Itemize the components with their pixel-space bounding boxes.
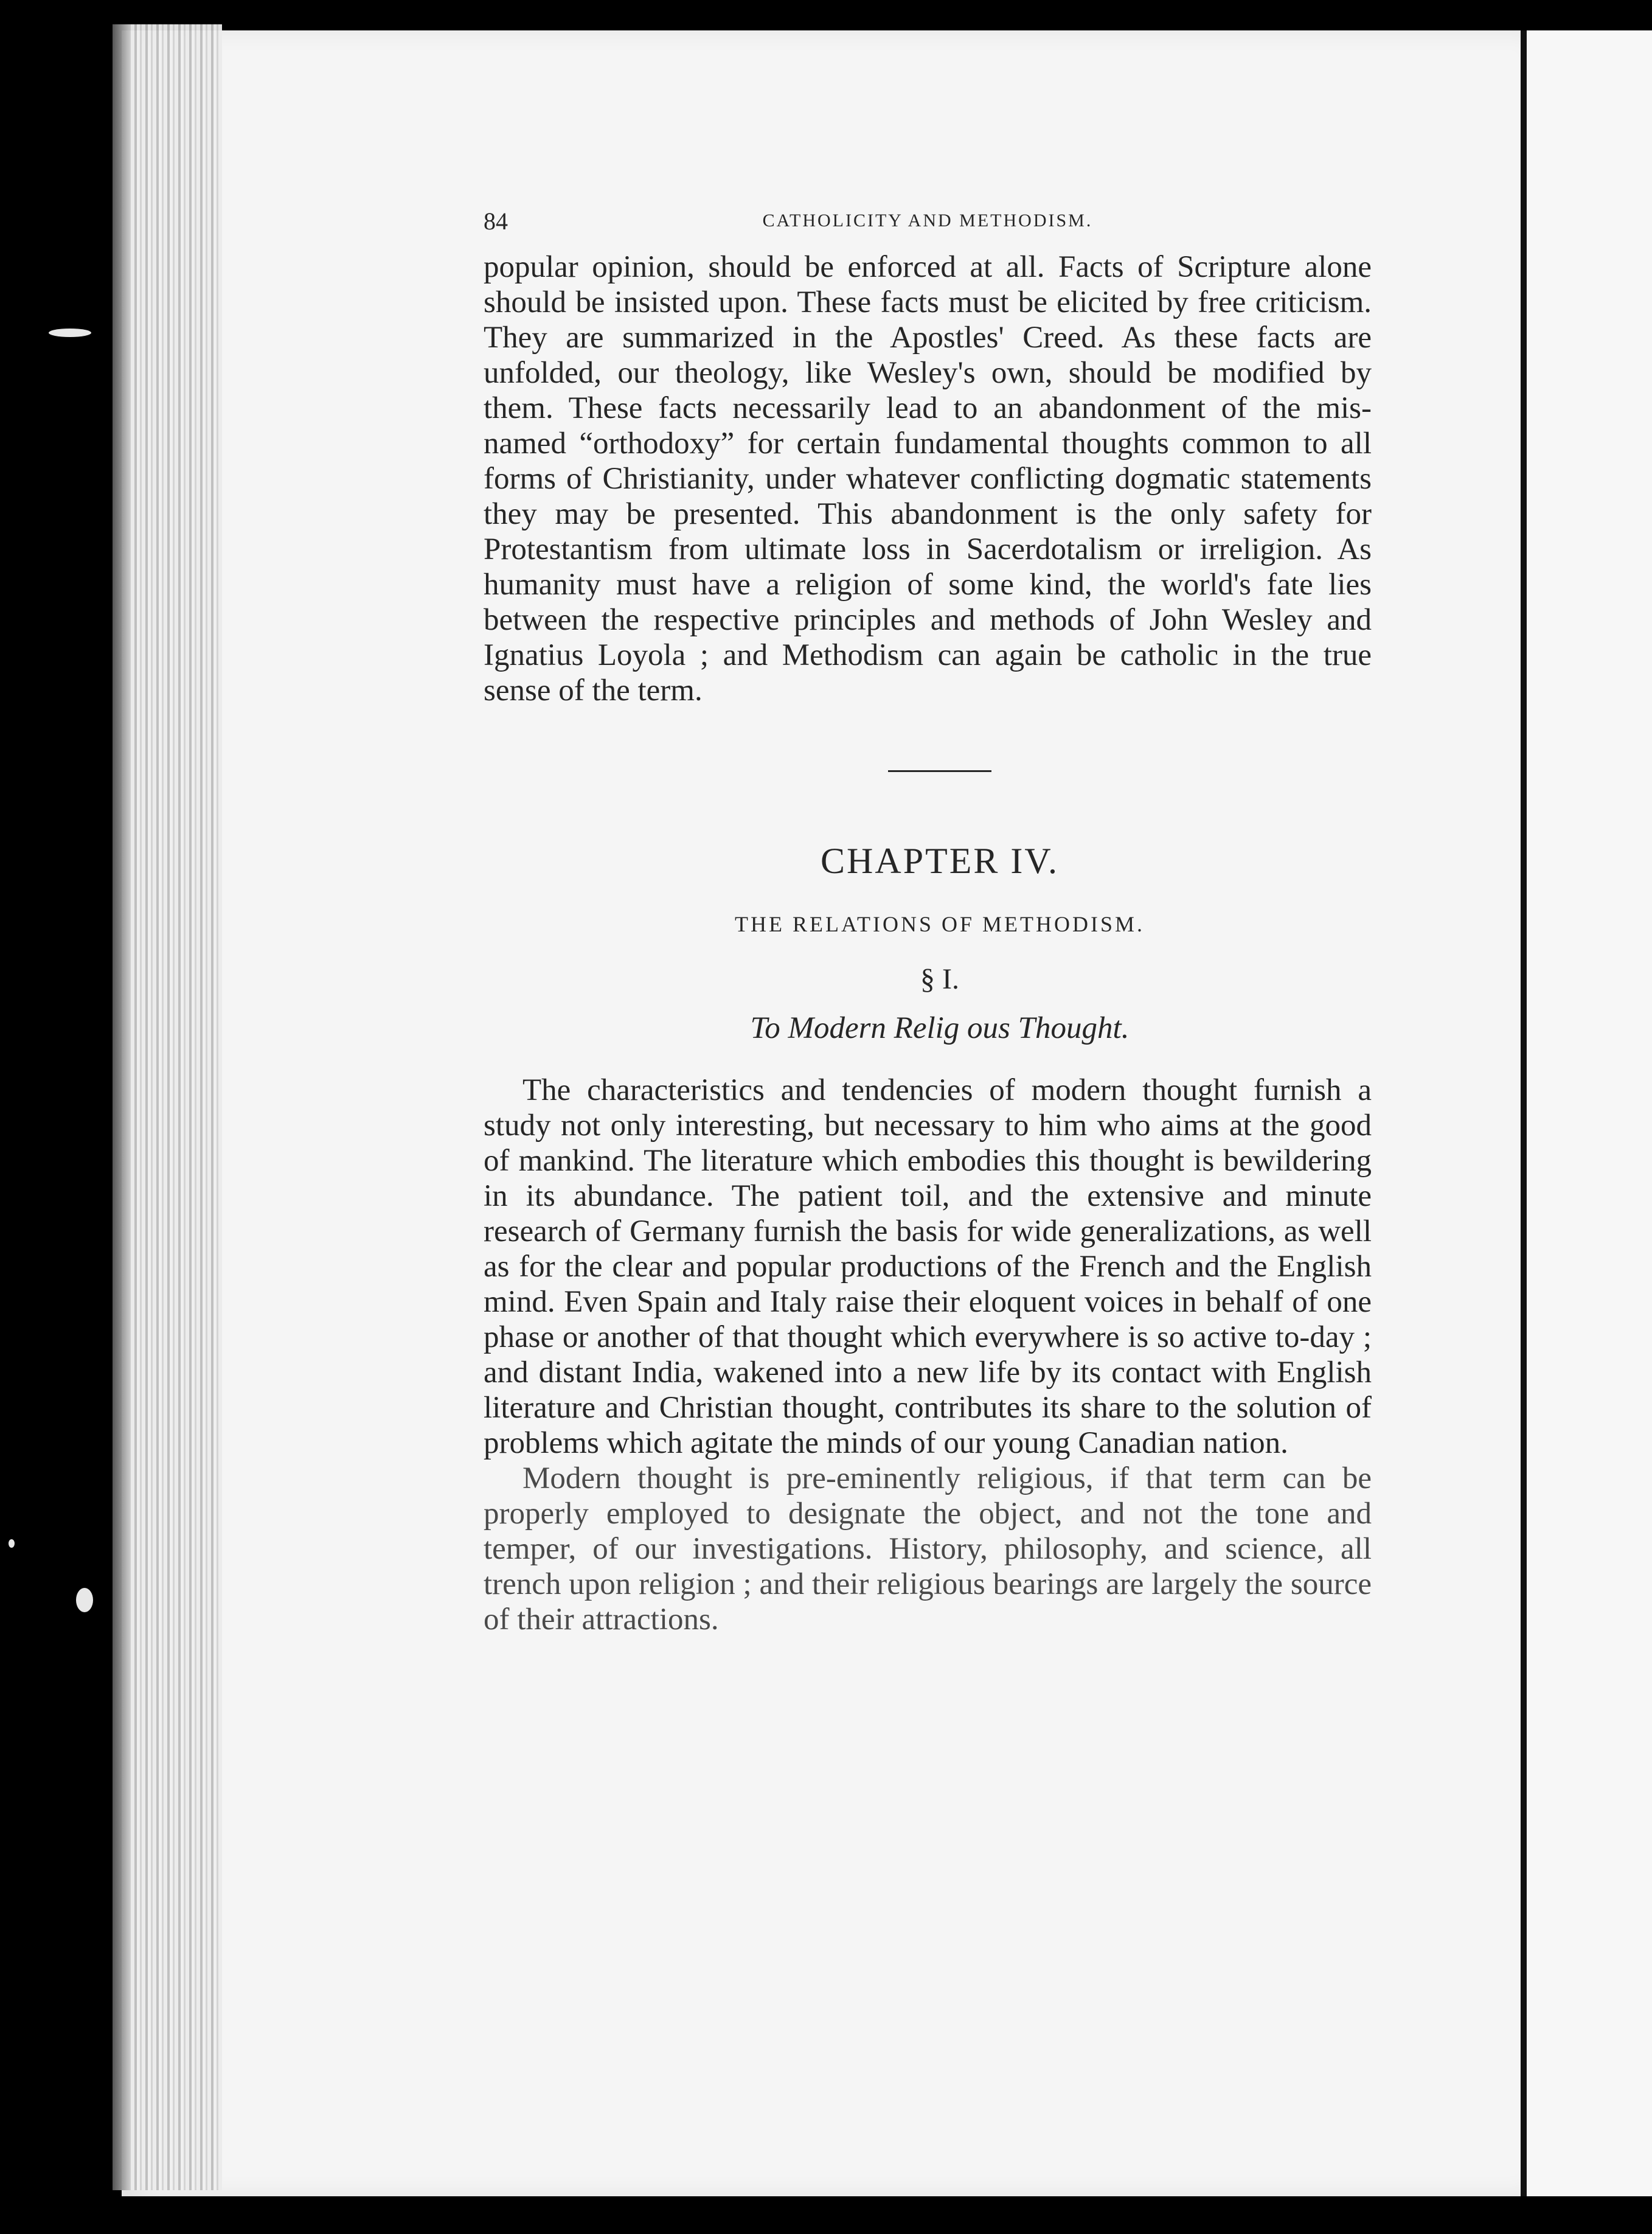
section-divider-rule [888,770,991,772]
page-content [484,207,1372,1637]
book-page-edges [113,24,222,2190]
top-paragraph: popular opinion, should be enforced at all. Facts of Scripture alone should be insisted upon. These facts must be elicited by free criticism. They are summarized in the Apostles' Creed. As these facts are unfolded, our theology, like Wesley's own, should be modified by them. These facts necessarily lead to an abandonment of the mis-named “orthodoxy” for certain fundamental thoughts common to all forms of Christianity, under whatever conflicting dogmatic statements they may be presented. This abandonment is the only safety for Protestantism from ultimate loss in Sacerdotalism or irreligion. As humanity must have a religion of some kind, the world's fate lies between the respective principles and methods of John Wesley and Ignatius Loyola ; and Methodism can again be catholic in the true sense of the term. [484,250,1372,708]
running-title: CATHOLICITY AND METHODISM. [762,211,1093,231]
scan-speck [76,1588,93,1612]
section-title: To Modern Relig ous Thought. [750,1011,1130,1045]
scan-speck [49,329,91,337]
scan-speck [9,1539,15,1548]
chapter-heading: CHAPTER IV. [821,841,1059,881]
section-mark: § I. [920,963,959,995]
adjacent-page-edge [1521,30,1652,2196]
body-paragraph: Modern thought is pre-eminently religious, if that term can be properly employed to designate the object, and not the tone and temper, of our investigations. History, philosophy, and science, all trench upon religion ; and their religious bearings are largely the source of their attractions. [484,1461,1372,1637]
page-number: 84 [484,207,508,235]
body-paragraph: The characteristics and tendencies of modern thought furnish a study not only interesting, but necessary to him who aims at the good of mankind. The literature which embodies this thought is bewildering in its abundance. The patient toil, and the extensive and minute research of Germany furnish the basis for wide generalizations, as well as for the clear and popular productions of the French and the English mind. Even Spain and Italy raise their eloquent voices in behalf of one phase or another of that thought which everywhere is so active to-day ; and distant India, wakened into a new life by its contact with English literature and Christian thought, contributes its share to the solution of problems which agitate the minds of our young Canadian nation. [484,1073,1372,1460]
chapter-title: THE RELATIONS OF METHODISM. [735,912,1145,936]
running-head [484,207,1372,249]
